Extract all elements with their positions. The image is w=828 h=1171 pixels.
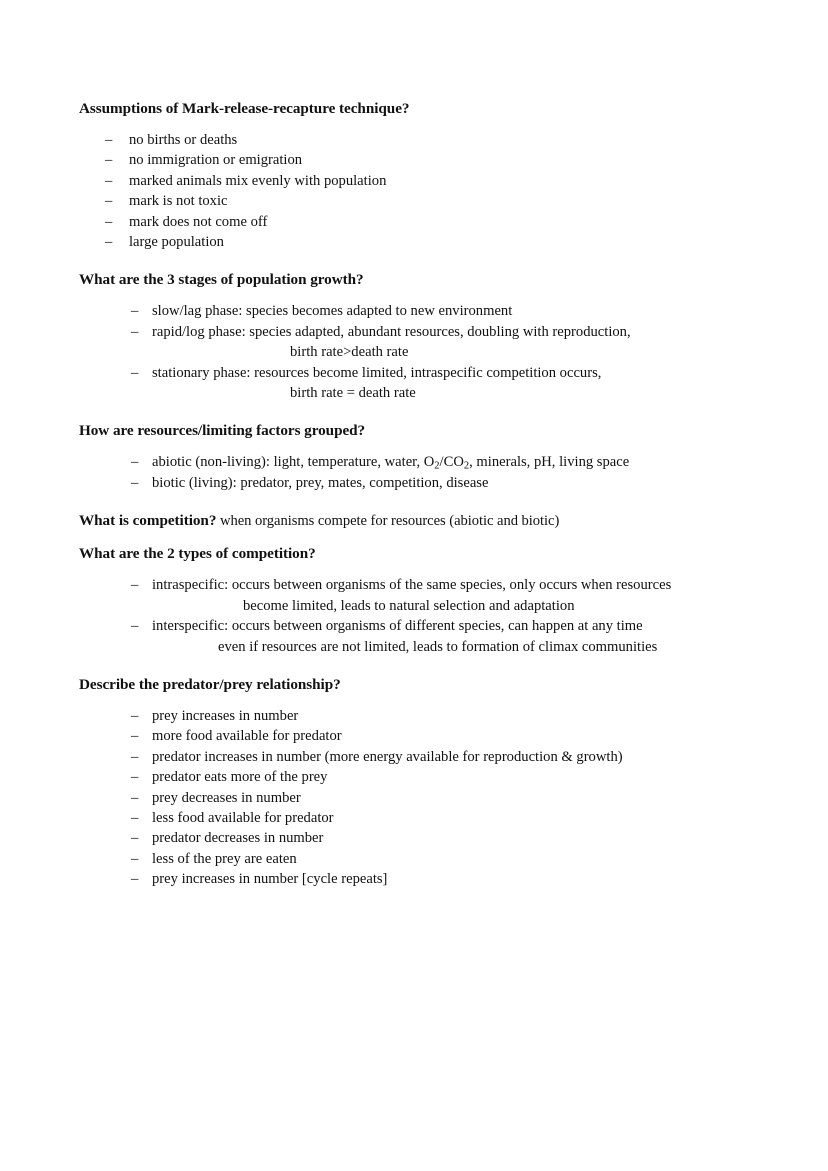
list-item-label: no births or deaths bbox=[129, 132, 238, 148]
oxygen-subscript: 2 bbox=[434, 460, 440, 472]
section-mark-release-recapture bbox=[79, 99, 751, 252]
list-item bbox=[131, 828, 751, 848]
list-item-label: prey decreases in number bbox=[152, 789, 301, 806]
list-item-label: predator increases in number (more energy available for reproduction & growth) bbox=[152, 748, 623, 765]
list-item-label: prey increases in number [cycle repeats] bbox=[152, 871, 388, 888]
list-item bbox=[105, 232, 751, 252]
list-item-continuation: birth rate>death rate bbox=[290, 344, 409, 361]
list-item bbox=[105, 130, 751, 150]
spacer bbox=[79, 289, 751, 301]
list-item bbox=[131, 747, 751, 767]
dash-bullet-icon: – bbox=[131, 728, 139, 745]
spacer bbox=[79, 694, 751, 706]
abiotic-prefix: abiotic (non-living): light, temperature, water, O bbox=[152, 454, 435, 471]
list-item bbox=[131, 706, 751, 726]
section-limiting-factors bbox=[79, 421, 751, 493]
list-item-label: predator decreases in number bbox=[152, 830, 324, 847]
dash-bullet-icon: – bbox=[131, 830, 139, 847]
list-item-label: biotic (living): predator, prey, mates, competition, disease bbox=[152, 474, 489, 491]
dash-bullet-icon: – bbox=[131, 454, 139, 471]
spacer bbox=[79, 657, 751, 675]
dash-bullet-icon: – bbox=[131, 303, 139, 320]
list-item bbox=[131, 808, 751, 828]
inline-answer: when organisms compete for resources (abiotic and biotic) bbox=[216, 513, 560, 530]
list-item bbox=[131, 616, 751, 657]
dash-bullet-icon: – bbox=[105, 172, 113, 189]
list-item-label bbox=[152, 452, 751, 472]
spacer bbox=[79, 403, 751, 421]
competition-types-list bbox=[131, 575, 751, 657]
list-item-label: stationary phase: resources become limited, intraspecific competition occurs, bbox=[152, 364, 602, 381]
dash-bullet-icon: – bbox=[131, 618, 139, 635]
assumptions-list bbox=[105, 130, 751, 252]
abiotic-suffix: , minerals, pH, living space bbox=[469, 454, 630, 471]
limiting-factors-list bbox=[131, 452, 751, 493]
dash-bullet-icon: – bbox=[131, 850, 139, 867]
dash-bullet-icon: – bbox=[131, 707, 139, 724]
spacer bbox=[79, 531, 751, 544]
dash-bullet-icon: – bbox=[105, 132, 113, 148]
list-item bbox=[105, 150, 751, 170]
dash-bullet-icon: – bbox=[105, 213, 113, 230]
dash-bullet-icon: – bbox=[131, 809, 139, 826]
dash-bullet-icon: – bbox=[131, 789, 139, 806]
list-item-label: large population bbox=[129, 234, 224, 251]
predator-prey-list bbox=[131, 706, 751, 890]
spacer bbox=[79, 440, 751, 452]
list-item bbox=[131, 788, 751, 808]
section-competition-types bbox=[79, 544, 751, 657]
list-item-label: prey increases in number bbox=[152, 707, 299, 724]
list-item bbox=[131, 869, 751, 889]
dash-bullet-icon: – bbox=[131, 769, 139, 786]
section-heading: Assumptions of Mark-release-recapture technique? bbox=[79, 100, 410, 117]
list-item bbox=[131, 363, 751, 404]
list-item-continuation: even if resources are not limited, leads to formation of climax communities bbox=[218, 638, 658, 655]
section-population-growth-stages bbox=[79, 270, 751, 403]
abiotic-mid: /CO bbox=[439, 454, 464, 471]
section-competition-definition bbox=[79, 511, 751, 531]
list-item bbox=[105, 212, 751, 232]
list-item bbox=[131, 575, 751, 616]
dash-bullet-icon: – bbox=[131, 474, 139, 491]
list-item bbox=[131, 767, 751, 787]
list-item bbox=[131, 301, 751, 321]
list-item-label: mark is not toxic bbox=[129, 193, 228, 210]
list-item-label: marked animals mix evenly with population bbox=[129, 172, 387, 189]
dash-bullet-icon: – bbox=[131, 323, 139, 340]
section-heading bbox=[79, 511, 751, 531]
list-item-label: less food available for predator bbox=[152, 809, 334, 826]
spacer bbox=[79, 493, 751, 511]
list-item-label: rapid/log phase: species adapted, abundant resources, doubling with reproduction, bbox=[152, 323, 631, 340]
dash-bullet-icon: – bbox=[131, 577, 139, 594]
list-item-label: less of the prey are eaten bbox=[152, 850, 297, 867]
list-item-label: no immigration or emigration bbox=[129, 152, 303, 169]
carbon-dioxide-subscript: 2 bbox=[463, 460, 470, 472]
list-item bbox=[131, 452, 751, 472]
document-content bbox=[79, 99, 751, 890]
spacer bbox=[79, 118, 751, 130]
question-label: What is competition? bbox=[79, 512, 217, 530]
list-item-label: slow/lag phase: species becomes adapted to new environment bbox=[152, 303, 513, 320]
spacer bbox=[79, 563, 751, 575]
section-heading: How are resources/limiting factors grouped? bbox=[79, 422, 366, 440]
list-item-label: interspecific: occurs between organisms of different species, can happen at any time bbox=[152, 618, 643, 635]
dash-bullet-icon: – bbox=[131, 871, 139, 888]
list-item-continuation: birth rate = death rate bbox=[290, 385, 416, 402]
dash-bullet-icon: – bbox=[105, 193, 113, 210]
list-item bbox=[131, 849, 751, 869]
section-heading: Describe the predator/prey relationship? bbox=[79, 675, 341, 693]
section-heading: What are the 2 types of competition? bbox=[79, 545, 316, 563]
dash-bullet-icon: – bbox=[131, 364, 139, 381]
growth-stages-list bbox=[131, 301, 751, 403]
list-item-label: predator eats more of the prey bbox=[152, 769, 328, 786]
list-item bbox=[105, 171, 751, 191]
spacer bbox=[79, 252, 751, 270]
list-item-label: more food available for predator bbox=[152, 728, 342, 745]
list-item bbox=[105, 191, 751, 211]
dash-bullet-icon: – bbox=[105, 152, 113, 169]
list-item-label: intraspecific: occurs between organisms of the same species, only occurs when resources bbox=[152, 577, 672, 594]
list-item bbox=[131, 322, 751, 363]
list-item bbox=[131, 473, 751, 493]
list-item-continuation: become limited, leads to natural selection and adaptation bbox=[243, 597, 575, 614]
section-predator-prey bbox=[79, 675, 751, 890]
list-item-label: mark does not come off bbox=[129, 213, 268, 230]
list-item bbox=[131, 726, 751, 746]
section-heading: What are the 3 stages of population growth? bbox=[79, 271, 364, 289]
dash-bullet-icon: – bbox=[131, 748, 139, 765]
dash-bullet-icon: – bbox=[105, 234, 113, 251]
